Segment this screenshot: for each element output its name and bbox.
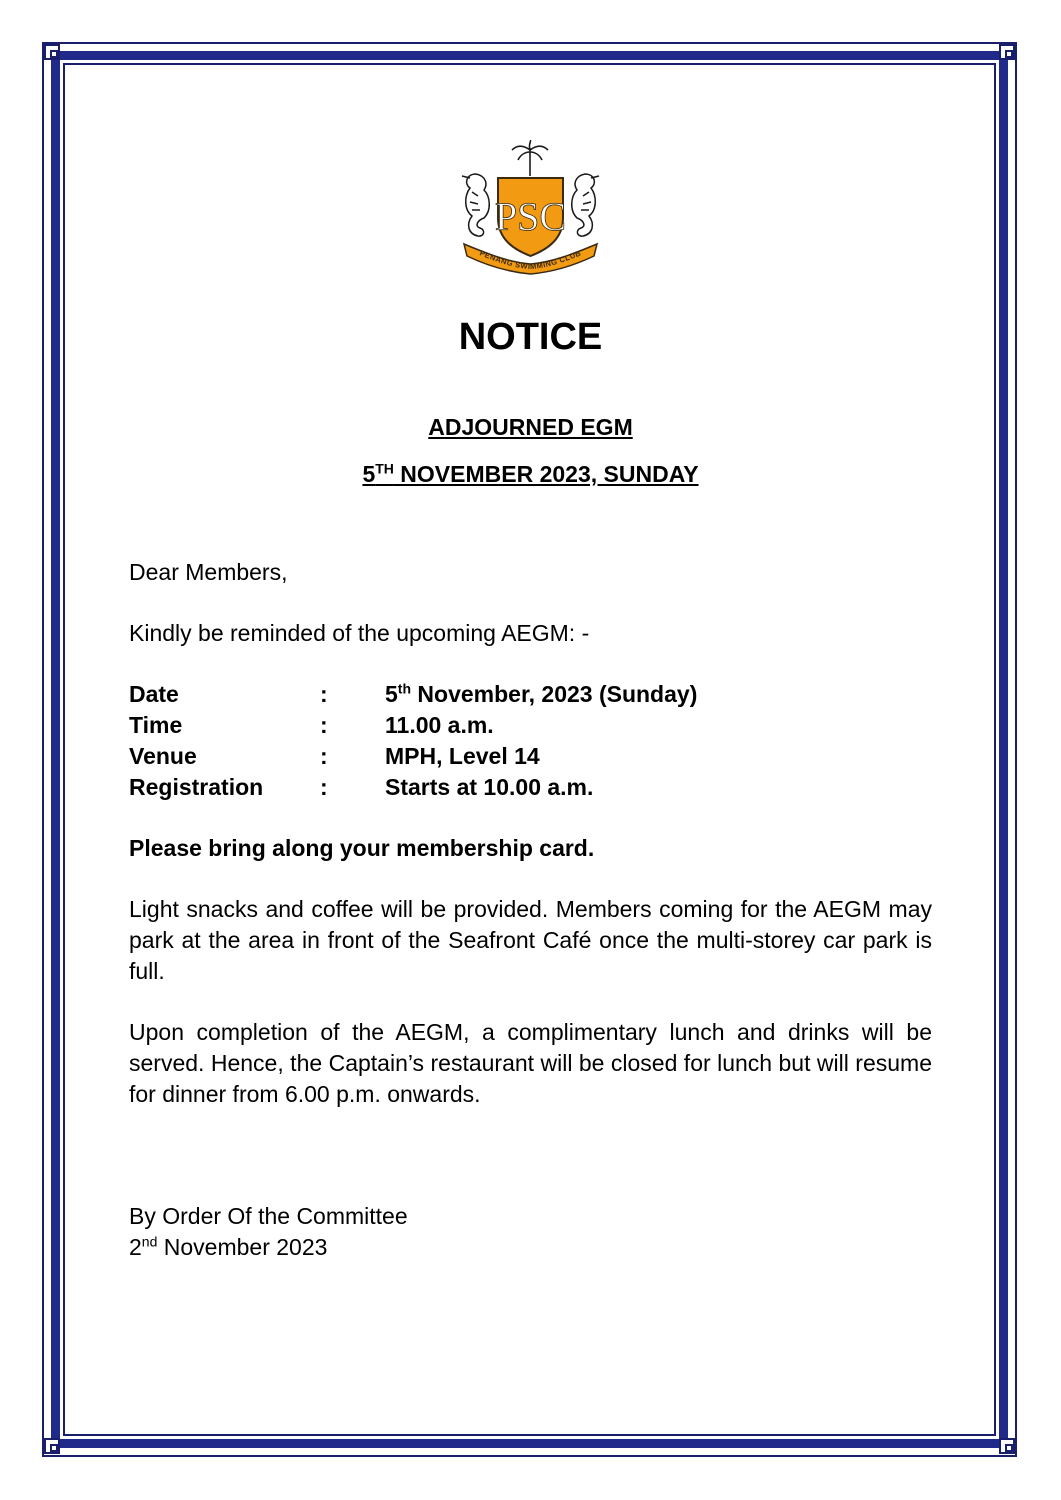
- signoff-date-ordinal: nd: [141, 1233, 158, 1250]
- notice-title: NOTICE: [458, 316, 603, 358]
- detail-value: [385, 679, 697, 710]
- detail-value-day: 5: [385, 681, 398, 707]
- detail-colon: :: [320, 681, 328, 707]
- seahorse-right-icon: [572, 174, 599, 236]
- detail-colon: :: [320, 774, 328, 800]
- notice-subtitle: ADJOURNED EGM: [428, 414, 633, 440]
- detail-value-rest: November, 2023 (Sunday): [411, 681, 698, 707]
- membership-card-reminder: Please bring along your membership card.: [129, 835, 595, 861]
- greeting: Dear Members,: [129, 559, 288, 585]
- detail-value-ordinal: th: [397, 680, 412, 697]
- detail-label: Date: [129, 681, 179, 707]
- reminder-line: Kindly be reminded of the upcoming AEGM: -: [129, 620, 590, 646]
- detail-value: MPH, Level 14: [385, 743, 540, 769]
- date-heading-day: 5: [362, 461, 376, 487]
- detail-row-date: [129, 679, 829, 710]
- detail-label: Venue: [129, 743, 197, 769]
- club-crest-logo: [458, 140, 603, 275]
- border-corner-ornament: [999, 1438, 1015, 1454]
- date-heading-ordinal: TH: [375, 460, 394, 477]
- seahorse-left-icon: [462, 174, 489, 236]
- signoff-committee: By Order Of the Committee: [129, 1203, 408, 1229]
- signoff-date-day: 2: [129, 1234, 142, 1260]
- notice-date-heading: [0, 461, 1061, 488]
- lunch-paragraph: Upon completion of the AEGM, a complimentary lunch and drinks will be served. Hence, the Captain’s restaurant will be closed for lunch but will resume for dinner from 6.00 p.m. onwards.: [129, 1019, 932, 1107]
- detail-row-time: [129, 710, 829, 741]
- crest-ribbon-text: PENANG SWIMMING CLUB: [478, 248, 583, 272]
- detail-colon: :: [320, 743, 328, 769]
- detail-colon: :: [320, 712, 328, 738]
- meeting-details: [129, 679, 829, 803]
- border-corner-ornament: [44, 44, 60, 60]
- date-heading-rest: NOVEMBER 2023, SUNDAY: [393, 461, 699, 487]
- palm-tree-icon: [512, 140, 548, 176]
- detail-row-registration: [129, 772, 829, 803]
- crest-monogram: PSC: [494, 194, 567, 239]
- detail-label: Registration: [129, 774, 264, 800]
- detail-value: Starts at 10.00 a.m.: [385, 774, 594, 800]
- signoff-date: [129, 1232, 932, 1263]
- detail-label: Time: [129, 712, 183, 738]
- border-corner-ornament: [999, 44, 1015, 60]
- detail-row-venue: [129, 741, 829, 772]
- signoff-date-rest: November 2023: [157, 1234, 328, 1260]
- border-corner-ornament: [44, 1438, 60, 1454]
- snacks-parking-paragraph: Light snacks and coffee will be provided. Members coming for the AEGM may park at the area in front of the Seafront Café once the multi-storey car park is full.: [129, 896, 932, 984]
- detail-value: 11.00 a.m.: [385, 712, 494, 738]
